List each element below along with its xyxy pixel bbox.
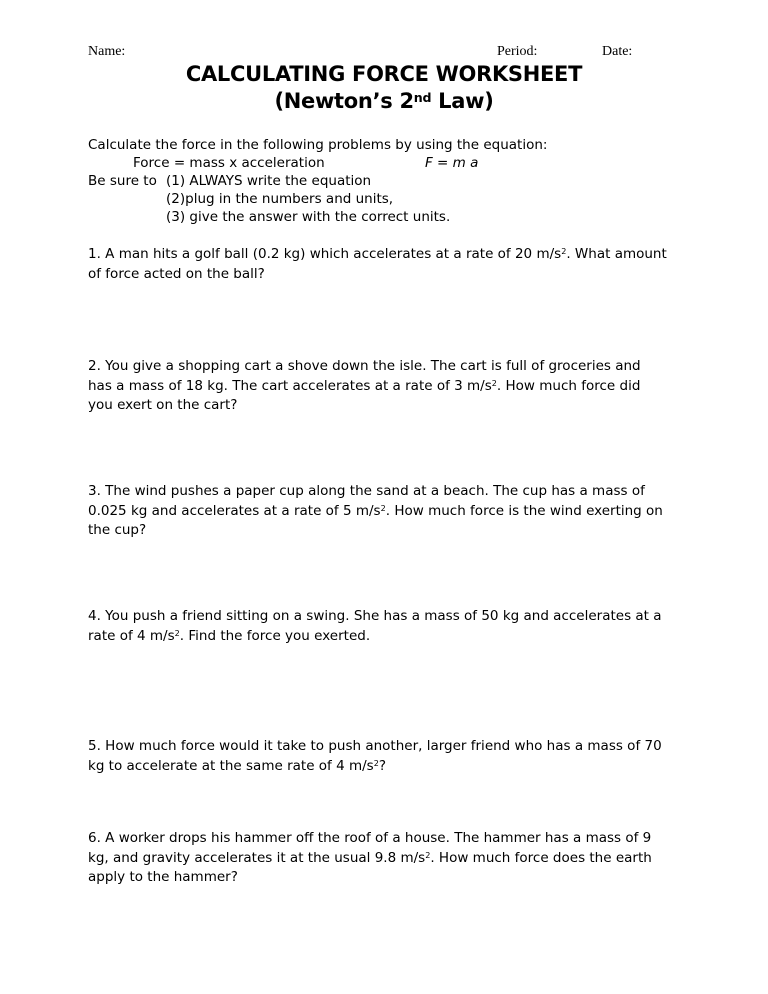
instruction-step-1: (1) ALWAYS write the equation [166, 173, 372, 189]
formula-symbols: F = m a [425, 155, 479, 171]
question-1-line-2: of force acted on the ball? [88, 265, 265, 282]
question-2-line-2 [88, 377, 688, 397]
question-4 [88, 607, 688, 646]
question-2-text-cont: . How much force did [496, 377, 641, 394]
question-3-text-cont: . How much force is the wind exerting on [385, 502, 663, 519]
question-4-line-1: 4. You push a friend sitting on a swing. She has a mass of 50 kg and accelerates at a [88, 608, 662, 624]
question-3 [88, 482, 688, 541]
question-6-text: kg, and gravity accelerates it at the usual 9.8 m/s [88, 849, 426, 866]
question-4-line-2 [88, 627, 688, 647]
question-4-superscript: 2 [174, 627, 180, 638]
period-label: Period: [497, 44, 538, 59]
be-sure-to-label: Be sure to [88, 173, 157, 189]
subtitle-text-end: Law) [431, 89, 494, 113]
question-3-line-2 [88, 502, 688, 522]
question-3-line-3: the cup? [88, 522, 147, 538]
question-3-text: 0.025 kg and accelerates at a rate of 5 m/s [88, 502, 381, 519]
worksheet-title: CALCULATING FORCE WORKSHEET [185, 62, 583, 86]
question-2-text: has a mass of 18 kg. The cart accelerates at a rate of 3 m/s [88, 377, 492, 394]
question-5-line-2 [88, 757, 688, 777]
question-4-text-cont: . Find the force you exerted. [179, 627, 371, 644]
date-label: Date: [602, 44, 633, 59]
question-1-superscript: 2 [561, 246, 567, 257]
subtitle-text-start: (Newton’s 2 [274, 89, 414, 113]
question-5 [88, 737, 688, 776]
question-5-line-1: 5. How much force would it take to push another, larger friend who has a mass of 70 [88, 738, 662, 754]
question-3-superscript: 2 [380, 502, 386, 513]
question-6-line-3: apply to the hammer? [88, 869, 238, 885]
worksheet-subtitle [0, 89, 768, 113]
instruction-step-3: (3) give the answer with the correct units. [166, 209, 451, 225]
question-1 [88, 245, 688, 284]
question-6-text-cont: . How much force does the earth [430, 849, 652, 866]
formula-words: Force = mass x acceleration [133, 155, 325, 171]
question-5-text-cont: ? [378, 757, 387, 774]
question-1-text: 1. A man hits a golf ball (0.2 kg) which accelerates at a rate of 20 m/s [88, 246, 562, 262]
subtitle-superscript: nd [413, 90, 432, 106]
question-4-text: rate of 4 m/s [88, 627, 175, 644]
instruction-step-2: (2)plug in the numbers and units, [166, 191, 394, 207]
question-1-line-1 [88, 245, 688, 265]
question-5-text: kg to accelerate at the same rate of 4 m/s [88, 757, 374, 774]
question-6 [88, 829, 688, 888]
question-2-superscript: 2 [491, 377, 497, 388]
question-2-line-3: you exert on the cart? [88, 397, 238, 413]
question-6-line-2 [88, 849, 688, 869]
question-2-line-1: 2. You give a shopping cart a shove down the isle. The cart is full of groceries and [88, 358, 641, 374]
question-1-text-cont: . What amount [566, 246, 667, 262]
instructions-intro: Calculate the force in the following problems by using the equation: [88, 137, 548, 153]
question-6-line-1: 6. A worker drops his hammer off the roof of a house. The hammer has a mass of 9 [88, 830, 652, 846]
question-6-superscript: 2 [425, 849, 431, 860]
question-2 [88, 357, 688, 416]
question-3-line-1: 3. The wind pushes a paper cup along the sand at a beach. The cup has a mass of [88, 483, 645, 499]
name-label: Name: [88, 44, 126, 59]
question-5-superscript: 2 [373, 757, 379, 768]
